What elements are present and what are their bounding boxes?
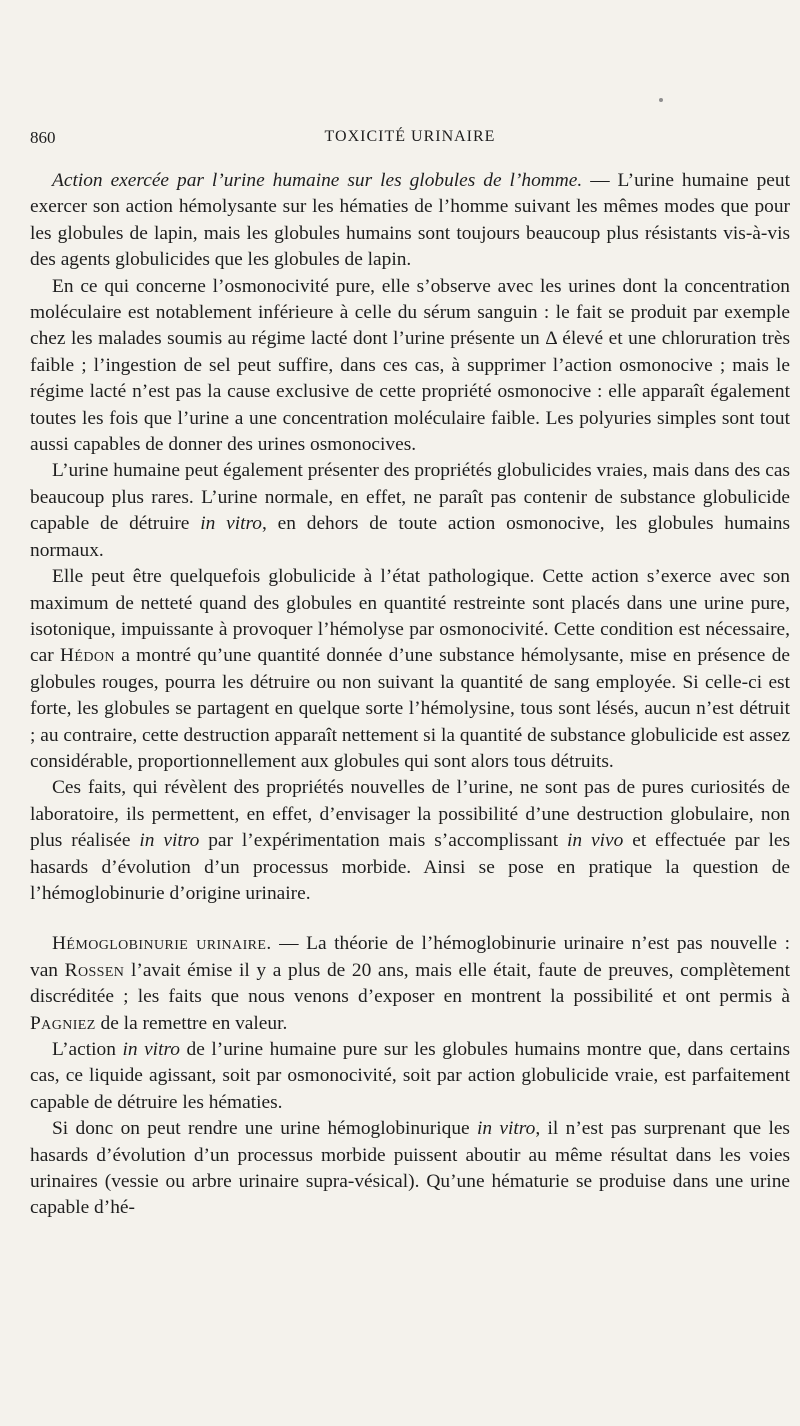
author-name: Hédon <box>60 645 115 667</box>
paragraph-6-text-a: — La théorie de l’hémoglobinurie urinaire n’est pas nouvelle : van <box>30 933 790 981</box>
paragraph-5-text-b: par l’expérimentation mais s’accomplissant <box>199 830 568 852</box>
section-lead: Action exercée par l’urine humaine sur les globules de l’homme. <box>52 170 583 191</box>
italic-term: in vivo <box>567 830 624 852</box>
paragraph-3-text-b: , en dehors de toute action osmonocive, les globules humains normaux. <box>30 513 791 561</box>
ink-speck <box>659 98 663 102</box>
paragraph-8-text-a: Si donc on peut rendre une urine hémoglobinurique <box>52 1118 477 1140</box>
paragraph-4-text-b: a montré qu’une quantité donnée d’une substance hémolysante, mise en présence de globules rouges, pourra les détruire ou non suivant la quantité de sang employée. Si celle-ci est forte, les globules se partagent en quelque sorte l’hémolysine, tous sont lésés, aucun n’est détruit ; au contraire, cette destruction apparaît nettement si la quantité de substance globulicide est assez considérable, proportionnellement aux globules qui sont alors tous détruits. <box>30 645 790 772</box>
page-header <box>30 128 790 156</box>
paragraph-6-text-c: de la remettre en valeur. <box>95 1012 288 1034</box>
paragraph-4 <box>30 564 790 775</box>
paragraph-4-text-a: Elle peut être quelquefois globulicide à l’état pathologique. Cette action s’exerce avec son maximum de netteté quand des globules en quantité restreinte sont placés dans une urine pure, isotonique, impuissante à provoquer l’hémolyse par osmonocivité. Cette condition est nécessaire, car <box>30 566 790 667</box>
paragraph-8 <box>30 1116 790 1222</box>
italic-term: in vitro <box>139 830 200 852</box>
running-title: TOXICITÉ URINAIRE <box>324 128 496 145</box>
italic-term: in vitro <box>122 1039 180 1060</box>
italic-term: in vitro <box>200 513 262 535</box>
book-page <box>30 128 790 1222</box>
paragraph-1 <box>30 168 790 274</box>
paragraph-7 <box>30 1037 790 1116</box>
paragraph-7-text-a: L’action <box>52 1039 123 1060</box>
paragraph-5 <box>30 775 790 907</box>
author-name: Pagniez <box>30 1012 96 1034</box>
author-name: Rossen <box>64 959 125 981</box>
paragraph-6 <box>30 931 790 1037</box>
paragraph-5-text-a: Ces faits, qui révèlent des propriétés nouvelles de l’urine, ne sont pas de pures curiosités de laboratoire, ils permettent, en effet, d’envisager la possibilité d’une destruction globulaire, non plus réalisée <box>30 777 790 852</box>
section-heading: Hémoglobinurie urinaire. <box>52 933 272 955</box>
paragraph-1-text: — L’urine humaine peut exercer son action hémolysante sur les hématies de l’homme suivant les mêmes modes que pour les globules de lapin, mais les globules humains sont toujours beaucoup plus résistants vis-à-vis des agents globulicides que les globules de lapin. <box>30 170 790 271</box>
body-text <box>30 168 790 1222</box>
paragraph-7-text-b: de l’urine humaine pure sur les globules humains montre que, dans certains cas, ce liquide agissant, soit par osmonocivité, soit par action globulicide vraie, est parfaitement capable de détruire les hématies. <box>30 1039 790 1113</box>
italic-term: in vitro <box>476 1118 536 1140</box>
paragraph-8-text-b: , il n’est pas surprenant que les hasards d’évolution d’un processus morbide puissent aboutir au même résultat dans les voies urinaires (vessie ou arbre urinaire supra-vésical). Qu’une hématurie se produise dans une urine capable d’hé- <box>30 1118 790 1219</box>
paragraph-3 <box>30 458 790 564</box>
paragraph-5-text-c: et effectuée par les hasards d’évolution d’un processus morbide. Ainsi se pose en pratique la question de l’hémoglobinurie d’origine urinaire. <box>30 830 790 904</box>
paragraph-2: En ce qui concerne l’osmonocivité pure, elle s’observe avec les urines dont la concentration moléculaire est notablement inférieure à celle du sérum sanguin : le fait se produit par exemple chez les malades soumis au régime lacté dont l’urine présente un Δ élevé et une chloruration très faible ; l’ingestion de sel peut suffire, dans ces cas, à supprimer l’action osmonocive ; mais le régime lacté n’est pas la cause exclusive de cette propriété osmonocive : elle apparaît également toutes les fois que l’urine a une concentration moléculaire faible. Les polyuries simples sont tout aussi capables de donner des urines osmonocives. <box>30 275 790 456</box>
paragraph-6-text-b: l’avait émise il y a plus de 20 ans, mais elle était, faute de preuves, complètement discréditée ; les faits que nous venons d’exposer en montrent la possibilité et ont permis à <box>30 959 790 1008</box>
paragraph-3-text-a: L’urine humaine peut également présenter des propriétés globulicides vraies, mais dans des cas beaucoup plus rares. L’urine normale, en effet, ne paraît pas contenir de substance globulicide capable de détruire <box>30 460 790 535</box>
page-number: 860 <box>30 128 56 147</box>
